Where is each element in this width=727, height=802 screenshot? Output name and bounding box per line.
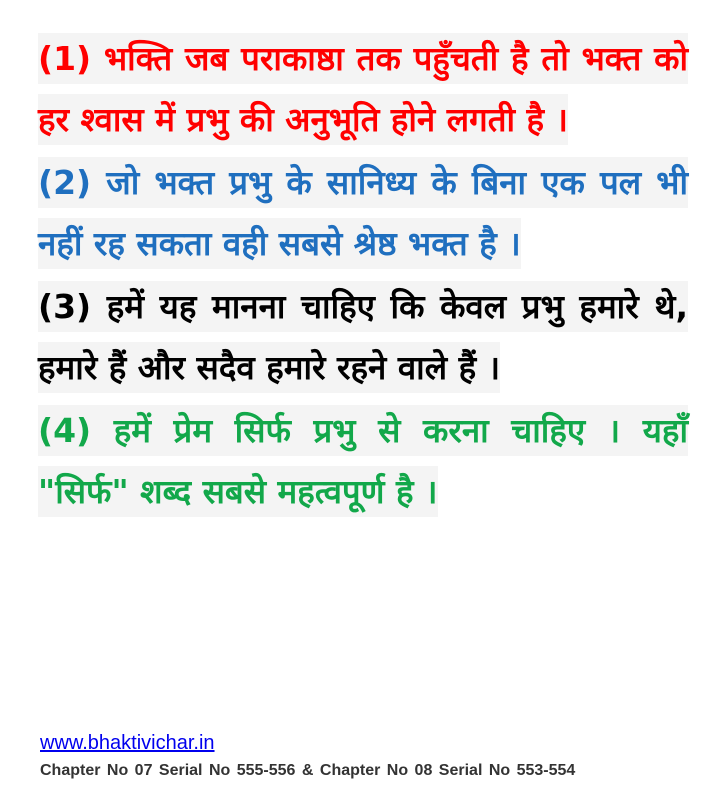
quote-paragraph-3-text: (3) हमें यह मानना चाहिए कि केवल प्रभु हमारे थे, हमारे हैं और सदैव हमारे रहने वाले हैं । (38, 281, 688, 393)
quote-content (38, 28, 688, 522)
quote-paragraph-4 (38, 400, 688, 522)
website-link[interactable]: www.bhaktivichar.in (40, 732, 215, 754)
chapter-info: Chapter No 07 Serial No 555-556 & Chapter No 08 Serial No 553-554 (40, 762, 576, 779)
quote-paragraph-4-text: (4) हमें प्रेम सिर्फ प्रभु से करना चाहिए । यहाँ "सिर्फ" शब्द सबसे महत्वपूर्ण है । (38, 405, 688, 517)
quote-paragraph-2 (38, 152, 688, 274)
quote-paragraph-3 (38, 276, 688, 398)
page-footer (40, 731, 700, 781)
quote-paragraph-1-text: (1) भक्ति जब पराकाष्ठा तक पहुँचती है तो भक्त को हर श्वास में प्रभु की अनुभूति होने लगती है । (38, 33, 688, 145)
quote-paragraph-2-text: (2) जो भक्त प्रभु के सानिध्य के बिना एक पल भी नहीं रह सकता वही सबसे श्रेष्ठ भक्त है । (38, 157, 688, 269)
quote-paragraph-1 (38, 28, 688, 150)
